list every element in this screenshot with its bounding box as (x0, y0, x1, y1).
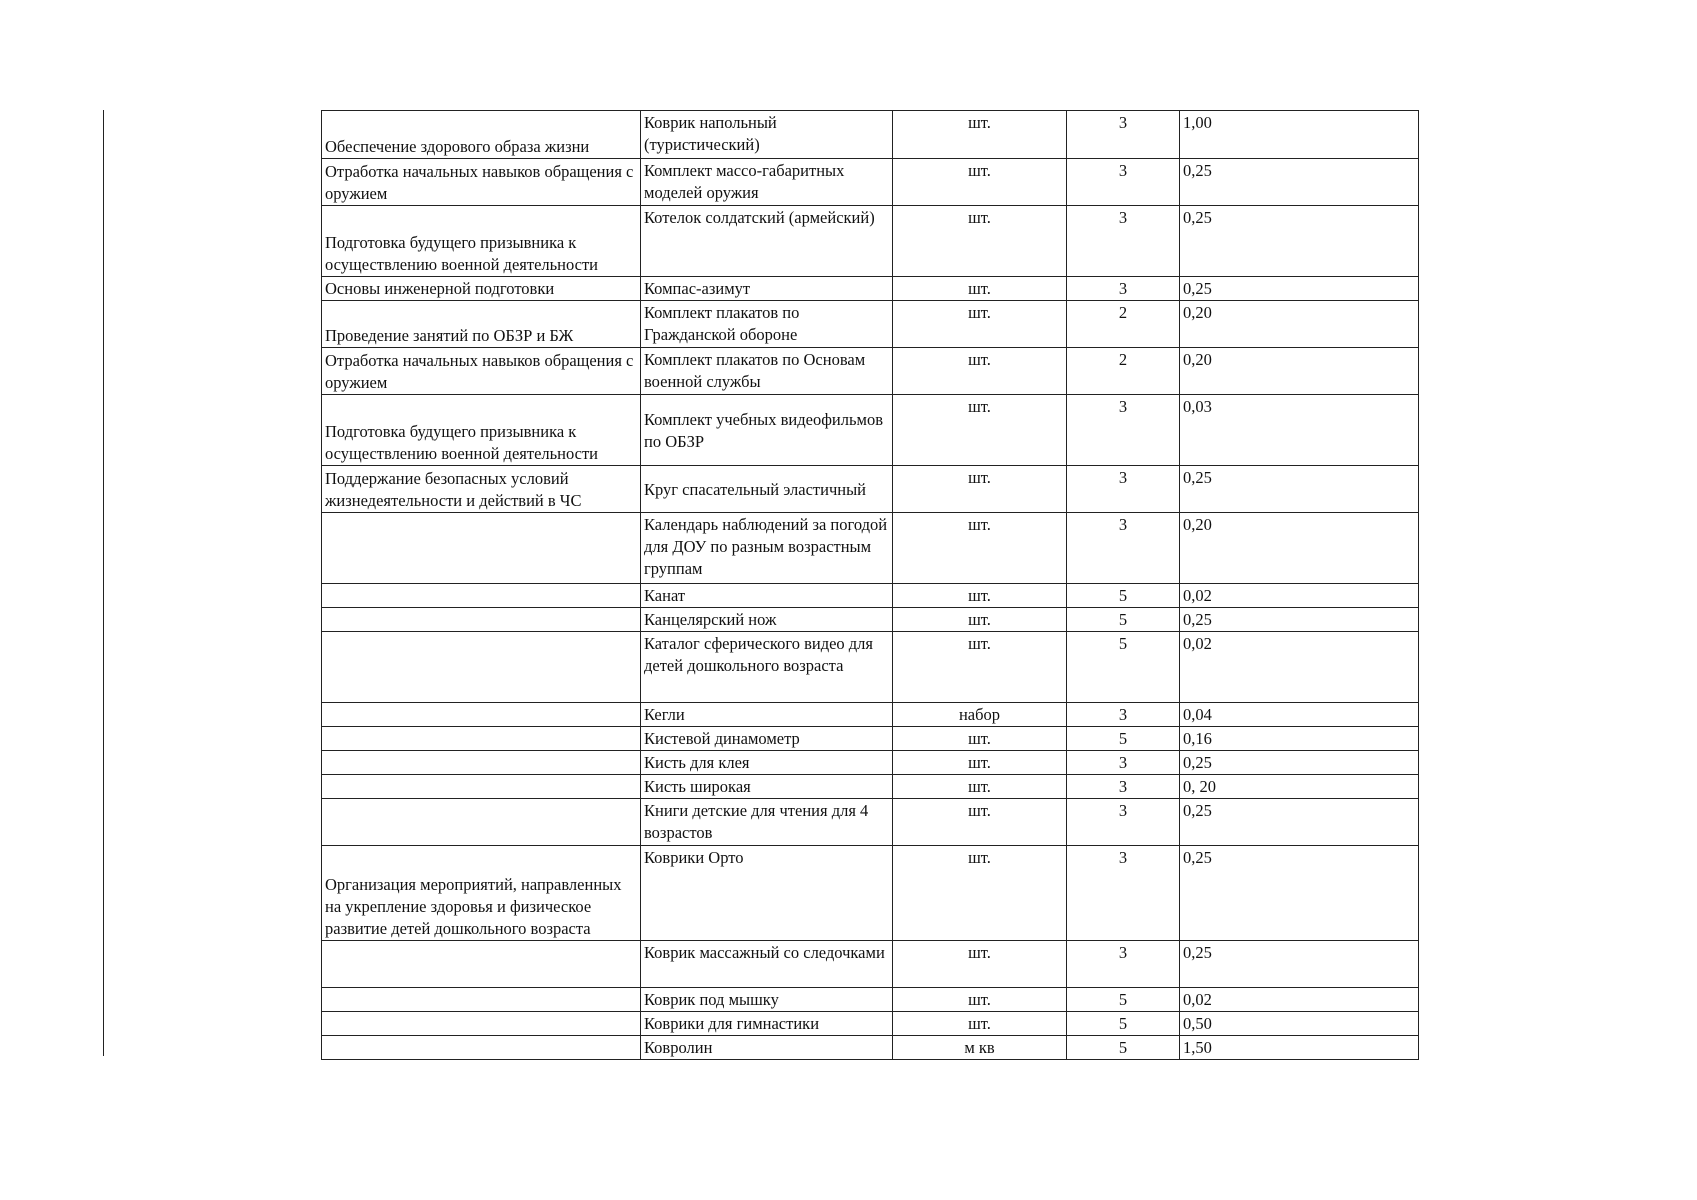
item-cell: Канат (641, 584, 893, 608)
table-row (322, 727, 1419, 751)
item-cell: Канцелярский нож (641, 608, 893, 632)
table-row (322, 111, 1419, 159)
quantity-cell: 3 (1067, 395, 1180, 466)
coefficient-cell: 0,25 (1180, 159, 1419, 206)
table-row (322, 608, 1419, 632)
quantity-cell: 5 (1067, 608, 1180, 632)
coefficient-cell: 0, 20 (1180, 775, 1419, 799)
unit-cell: шт. (893, 751, 1067, 775)
table-row (322, 301, 1419, 348)
unit-cell: набор (893, 703, 1067, 727)
quantity-cell: 5 (1067, 727, 1180, 751)
unit-cell: шт. (893, 513, 1067, 584)
coefficient-cell: 0,25 (1180, 206, 1419, 277)
purpose-cell (322, 1036, 641, 1060)
table-row (322, 846, 1419, 941)
table-row (322, 941, 1419, 988)
unit-cell: шт. (893, 111, 1067, 159)
item-cell: Календарь наблюдений за погодой для ДОУ по разным возрастным группам (641, 513, 893, 584)
unit-cell: шт. (893, 608, 1067, 632)
quantity-cell: 3 (1067, 466, 1180, 513)
quantity-cell: 5 (1067, 1012, 1180, 1036)
coefficient-cell: 0,02 (1180, 584, 1419, 608)
table-row (322, 1036, 1419, 1060)
unit-cell: шт. (893, 348, 1067, 395)
unit-cell: шт. (893, 632, 1067, 703)
purpose-cell (322, 751, 641, 775)
quantity-cell: 3 (1067, 111, 1180, 159)
table-row (322, 513, 1419, 584)
item-cell: Ковролин (641, 1036, 893, 1060)
table-row (322, 466, 1419, 513)
coefficient-cell: 0,25 (1180, 799, 1419, 846)
quantity-cell: 3 (1067, 277, 1180, 301)
item-cell: Коврик массажный со следочками (641, 941, 893, 988)
item-cell: Коврики Орто (641, 846, 893, 941)
table-row (322, 775, 1419, 799)
quantity-cell: 2 (1067, 301, 1180, 348)
coefficient-cell: 0,20 (1180, 513, 1419, 584)
coefficient-cell: 0,16 (1180, 727, 1419, 751)
table-row (322, 632, 1419, 703)
coefficient-cell: 0,50 (1180, 1012, 1419, 1036)
table-body (322, 111, 1419, 1060)
item-cell: Круг спасательный эластичный (641, 466, 893, 513)
purpose-cell: Отработка начальных навыков обращения с оружием (322, 159, 641, 206)
unit-cell: шт. (893, 799, 1067, 846)
quantity-cell: 5 (1067, 632, 1180, 703)
item-cell: Кегли (641, 703, 893, 727)
quantity-cell: 3 (1067, 206, 1180, 277)
coefficient-cell: 0,25 (1180, 751, 1419, 775)
purpose-cell (322, 584, 641, 608)
unit-cell: шт. (893, 727, 1067, 751)
table-row (322, 751, 1419, 775)
coefficient-cell: 0,02 (1180, 632, 1419, 703)
purpose-cell (322, 988, 641, 1012)
item-cell: Компас-азимут (641, 277, 893, 301)
quantity-cell: 3 (1067, 799, 1180, 846)
quantity-cell: 5 (1067, 584, 1180, 608)
coefficient-cell: 0,25 (1180, 466, 1419, 513)
purpose-cell: Проведение занятий по ОБЗР и БЖ (322, 301, 641, 348)
table-row (322, 1012, 1419, 1036)
purpose-cell (322, 608, 641, 632)
purpose-cell: Обеспечение здорового образа жизни (322, 111, 641, 159)
item-cell: Коврики для гимнастики (641, 1012, 893, 1036)
table-row (322, 206, 1419, 277)
purpose-cell: Подготовка будущего призывника к осуществлению военной деятельности (322, 206, 641, 277)
purpose-cell: Отработка начальных навыков обращения с оружием (322, 348, 641, 395)
item-cell: Комплект массо-габаритных моделей оружия (641, 159, 893, 206)
coefficient-cell: 0,20 (1180, 348, 1419, 395)
table-row (322, 988, 1419, 1012)
table-row (322, 348, 1419, 395)
margin-rule (103, 110, 104, 1056)
item-cell: Книги детские для чтения для 4 возрастов (641, 799, 893, 846)
unit-cell: шт. (893, 206, 1067, 277)
unit-cell: шт. (893, 466, 1067, 513)
quantity-cell: 3 (1067, 775, 1180, 799)
purpose-cell (322, 799, 641, 846)
item-cell: Кистевой динамометр (641, 727, 893, 751)
coefficient-cell: 0,25 (1180, 608, 1419, 632)
unit-cell: шт. (893, 846, 1067, 941)
quantity-cell: 3 (1067, 159, 1180, 206)
item-cell: Кисть для клея (641, 751, 893, 775)
coefficient-cell: 0,25 (1180, 941, 1419, 988)
purpose-cell (322, 632, 641, 703)
coefficient-cell: 1,00 (1180, 111, 1419, 159)
quantity-cell: 3 (1067, 703, 1180, 727)
unit-cell: шт. (893, 988, 1067, 1012)
equipment-table (321, 110, 1419, 1060)
quantity-cell: 5 (1067, 1036, 1180, 1060)
purpose-cell (322, 727, 641, 751)
table-row (322, 159, 1419, 206)
item-cell: Коврик напольный (туристический) (641, 111, 893, 159)
table-row (322, 395, 1419, 466)
quantity-cell: 5 (1067, 988, 1180, 1012)
item-cell: Комплект учебных видеофильмов по ОБЗР (641, 395, 893, 466)
item-cell: Котелок солдатский (армейский) (641, 206, 893, 277)
unit-cell: шт. (893, 301, 1067, 348)
coefficient-cell: 0,20 (1180, 301, 1419, 348)
purpose-cell (322, 703, 641, 727)
purpose-cell: Поддержание безопасных условий жизнедеятельности и действий в ЧС (322, 466, 641, 513)
unit-cell: шт. (893, 1012, 1067, 1036)
unit-cell: шт. (893, 775, 1067, 799)
quantity-cell: 3 (1067, 751, 1180, 775)
item-cell: Коврик под мышку (641, 988, 893, 1012)
purpose-cell (322, 1012, 641, 1036)
purpose-cell: Организация мероприятий, направленных на укрепление здоровья и физическое развитие детей дошкольного возраста (322, 846, 641, 941)
unit-cell: шт. (893, 941, 1067, 988)
table-row (322, 703, 1419, 727)
purpose-cell: Подготовка будущего призывника к осуществлению военной деятельности (322, 395, 641, 466)
item-cell: Комплект плакатов по Основам военной службы (641, 348, 893, 395)
quantity-cell: 3 (1067, 513, 1180, 584)
coefficient-cell: 0,02 (1180, 988, 1419, 1012)
unit-cell: шт. (893, 584, 1067, 608)
purpose-cell: Основы инженерной подготовки (322, 277, 641, 301)
coefficient-cell: 0,03 (1180, 395, 1419, 466)
unit-cell: м кв (893, 1036, 1067, 1060)
table-row (322, 799, 1419, 846)
item-cell: Каталог сферического видео для детей дошкольного возраста (641, 632, 893, 703)
item-cell: Кисть широкая (641, 775, 893, 799)
unit-cell: шт. (893, 277, 1067, 301)
table-row (322, 277, 1419, 301)
table-row (322, 584, 1419, 608)
purpose-cell (322, 941, 641, 988)
purpose-cell (322, 513, 641, 584)
coefficient-cell: 0,25 (1180, 846, 1419, 941)
quantity-cell: 3 (1067, 941, 1180, 988)
coefficient-cell: 1,50 (1180, 1036, 1419, 1060)
unit-cell: шт. (893, 395, 1067, 466)
unit-cell: шт. (893, 159, 1067, 206)
coefficient-cell: 0,04 (1180, 703, 1419, 727)
coefficient-cell: 0,25 (1180, 277, 1419, 301)
quantity-cell: 2 (1067, 348, 1180, 395)
purpose-cell (322, 775, 641, 799)
quantity-cell: 3 (1067, 846, 1180, 941)
item-cell: Комплект плакатов по Гражданской обороне (641, 301, 893, 348)
